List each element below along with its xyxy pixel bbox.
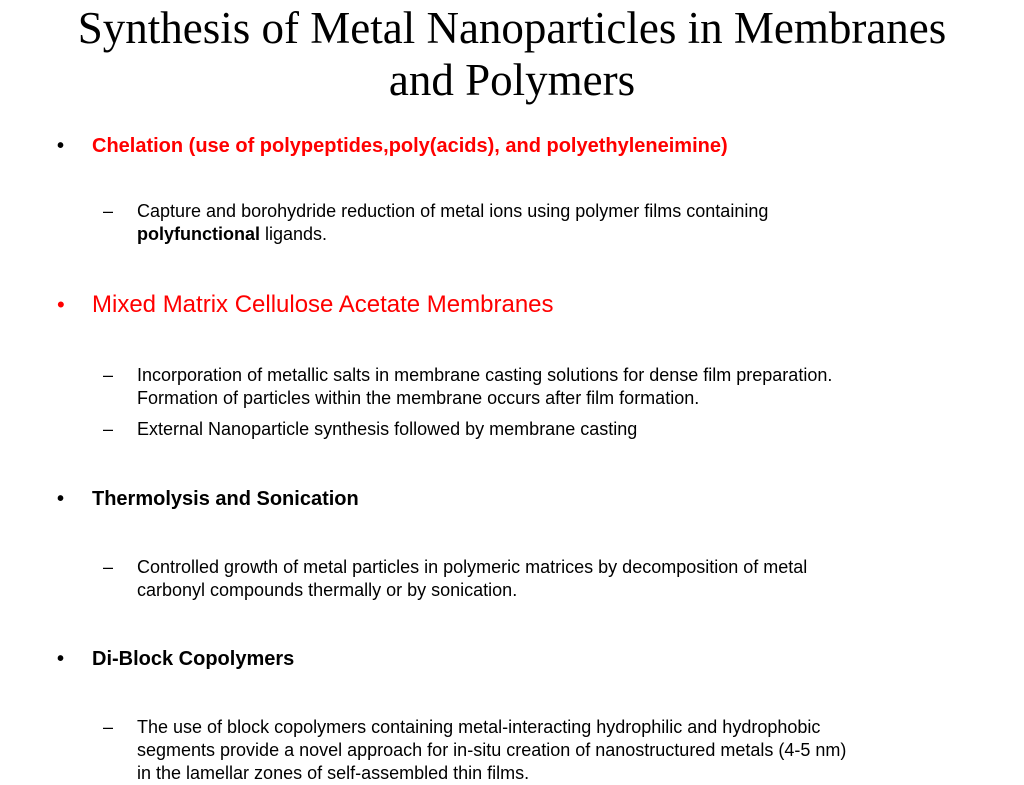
bullet-mark: • [57, 488, 65, 510]
sub-line: in the lamellar zones of self-assembled thin films. [137, 763, 530, 783]
dash-mark: – [103, 365, 114, 385]
bullet-heading: Mixed Matrix Cellulose Acetate Membranes [92, 291, 554, 318]
sub-item-block-copolymers [103, 716, 1003, 783]
slide-title [0, 2, 1024, 106]
sub-line: Formation of particles within the membrane occurs after film formation. [137, 388, 700, 408]
dash-mark: – [103, 201, 114, 221]
bullet-heading: Thermolysis and Sonication [92, 488, 359, 510]
bullet-mark: • [57, 648, 65, 670]
title-line-2: and Polymers [388, 55, 636, 105]
emphasis-text: polyfunctional [137, 224, 260, 244]
sub-item-text [137, 716, 1003, 785]
sub-line: Incorporation of metallic salts in membrane casting solutions for dense film preparation. [137, 365, 833, 385]
sub-item-text [137, 364, 1003, 410]
bullet-mark: • [57, 135, 65, 157]
title-line-1: Synthesis of Metal Nanoparticles in Membranes [77, 3, 947, 53]
bullet-mark: • [57, 292, 65, 317]
dash-mark: – [103, 419, 114, 439]
dash-mark: – [103, 717, 114, 737]
sub-item-text [137, 556, 1003, 602]
sub-item-text [137, 200, 1003, 246]
sub-line: Controlled growth of metal particles in polymeric matrices by decomposition of metal [137, 557, 808, 577]
sub-line: carbonyl compounds thermally or by sonication. [137, 580, 518, 600]
sub-line: Capture and borohydride reduction of metal ions using polymer films containing [137, 201, 769, 221]
sub-line: segments provide a novel approach for in-situ creation of nanostructured metals (4-5 nm) [137, 740, 847, 760]
dash-mark: – [103, 557, 114, 577]
sub-line: External Nanoparticle synthesis followed by membrane casting [137, 419, 638, 439]
bullet-heading: Di-Block Copolymers [92, 648, 295, 670]
sub-item-text [137, 418, 1003, 441]
bullet-heading: Chelation (use of polypeptides,poly(acids), and polyethyleneimine) [92, 135, 728, 157]
sub-line-rest: ligands. [260, 224, 328, 244]
sub-line [137, 223, 1003, 246]
sub-line: The use of block copolymers containing metal-interacting hydrophilic and hydrophobic [137, 717, 821, 737]
